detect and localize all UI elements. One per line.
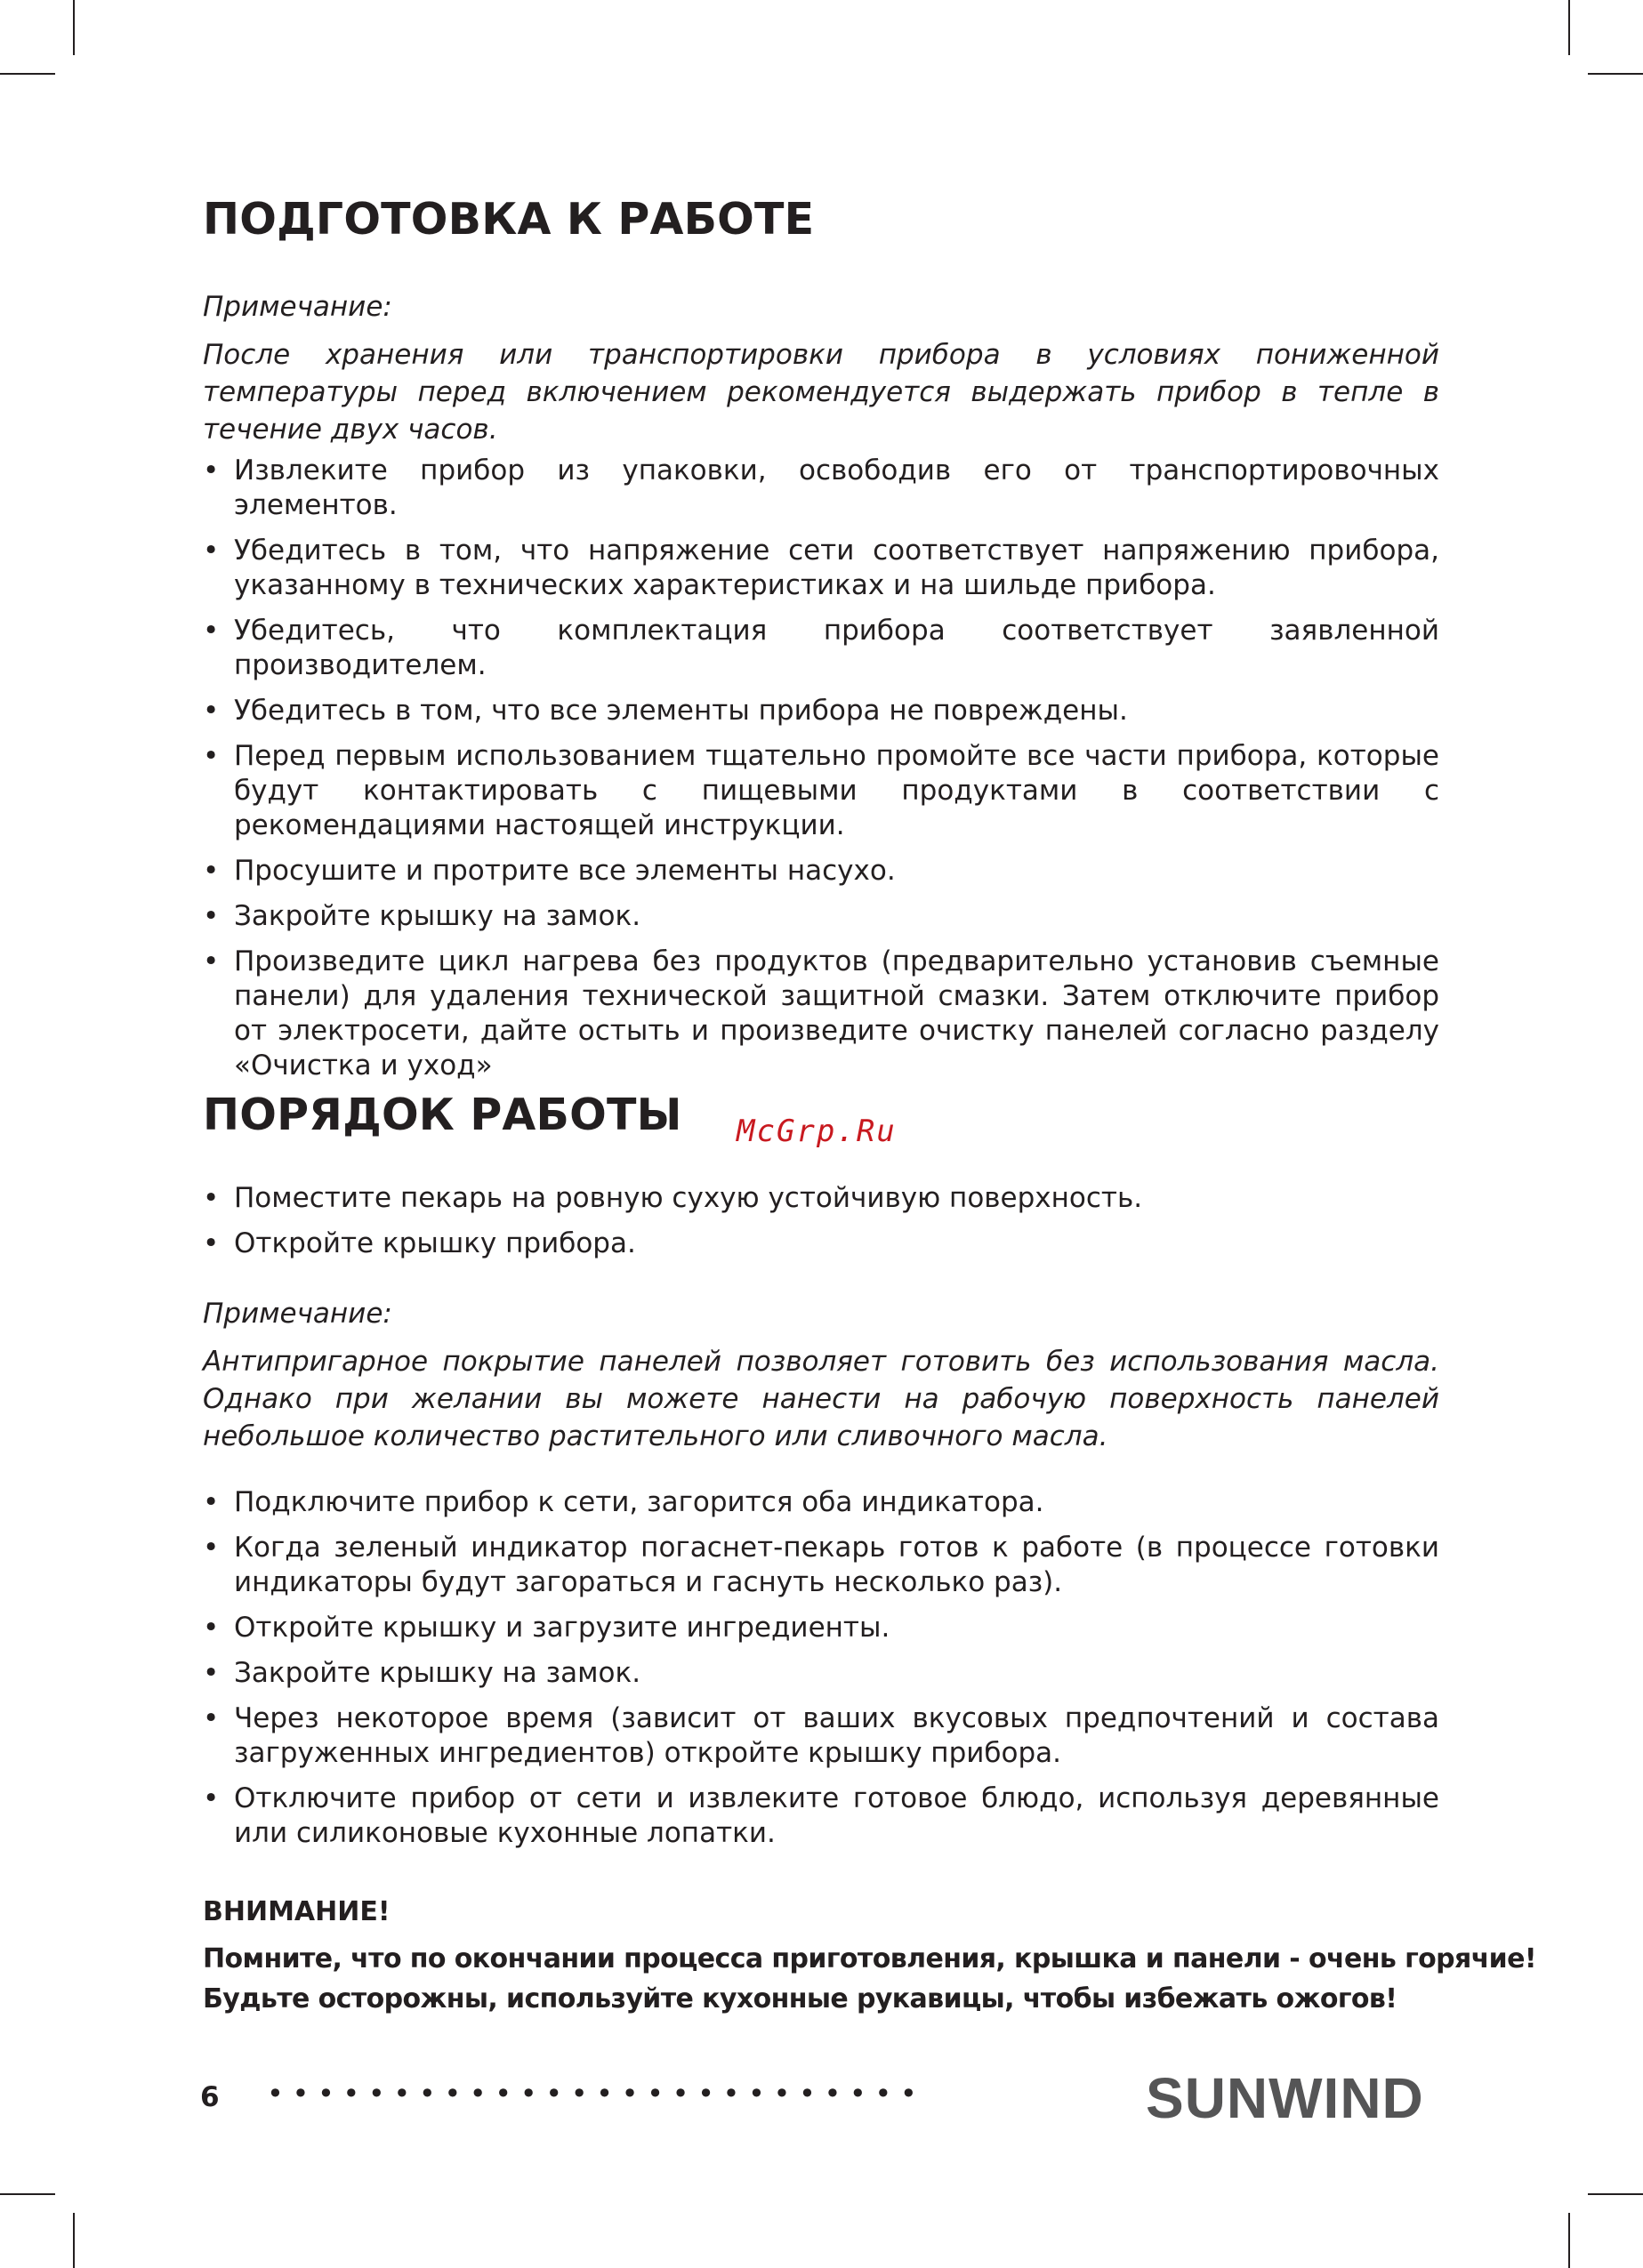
note-text: Антипригарное покрытие панелей позволяет готовить без использования масла. Однако при желании вы можете нанести на рабочую поверхность панелей небольшое количество растительного или сливочного масла. bbox=[203, 1346, 1439, 1452]
list-item: • Перед первым использованием тщательно промойте все части прибора, которые будут контактировать с пищевыми продуктами в соответствии с рекомендациями настоящей инструкции. bbox=[203, 739, 1439, 843]
operation-list-a bbox=[203, 1181, 1439, 1272]
list-item: • Отключите прибор от сети и извлеките готовое блюдо, используя деревянные или силиконовые кухонные лопатки. bbox=[203, 1781, 1439, 1851]
list-item: • Откройте крышку прибора. bbox=[203, 1226, 1439, 1261]
crop-mark bbox=[1568, 0, 1570, 55]
operation-list-b bbox=[203, 1485, 1439, 1862]
preparation-list bbox=[203, 454, 1439, 1094]
footer-dots: •••••••••••••••••••••••••• bbox=[267, 2077, 926, 2111]
crop-mark bbox=[1588, 73, 1643, 75]
warning-line-2: Будьте осторожны, используйте кухонные рукавицы, чтобы избежать ожогов! bbox=[203, 1983, 1397, 2015]
watermark-text: McGrp.Ru bbox=[737, 1114, 897, 1149]
list-item: • Убедитесь, что комплектация прибора соответствует заявленной производителем. bbox=[203, 614, 1439, 683]
crop-mark bbox=[0, 2193, 55, 2195]
crop-mark bbox=[73, 0, 75, 55]
list-item: • Произведите цикл нагрева без продуктов (предварительно установив съемные панели) для удаления технической защитной смазки. Затем отключите прибор от электросети, дайте остыть и произведите очистку панелей согласно разделу «Очистка и уход» bbox=[203, 945, 1439, 1083]
warning-line-1: Помните, что по окончании процесса приготовления, крышка и панели - очень горячие! bbox=[203, 1943, 1536, 1974]
list-item: • Через некоторое время (зависит от ваших вкусовых предпочтений и состава загруженных ингредиентов) откройте крышку прибора. bbox=[203, 1701, 1439, 1771]
list-item: • Извлеките прибор из упаковки, освободив его от транспортировочных элементов. bbox=[203, 454, 1439, 523]
brand-logo: SUNWIND bbox=[1146, 2066, 1424, 2130]
list-item: • Откройте крышку и загрузите ингредиенты. bbox=[203, 1611, 1439, 1645]
page-number: 6 bbox=[200, 2081, 220, 2113]
crop-mark bbox=[1568, 2213, 1570, 2268]
list-item: • Закройте крышку на замок. bbox=[203, 1656, 1439, 1691]
list-item: • Подключите прибор к сети, загорится оба индикатора. bbox=[203, 1485, 1439, 1520]
note-text: После хранения или транспортировки прибора в условиях пониженной температуры перед включением рекомендуется выдержать прибор в тепле в течение двух часов. bbox=[203, 339, 1439, 446]
warning-title: ВНИМАНИЕ! bbox=[203, 1896, 391, 1927]
list-item: • Убедитесь в том, что все элементы прибора не повреждены. bbox=[203, 694, 1439, 728]
note-label: Примечание: bbox=[203, 291, 392, 323]
crop-mark bbox=[0, 73, 55, 75]
list-item: • Просушите и протрите все элементы насухо. bbox=[203, 854, 1439, 889]
section-title-operation: ПОРЯДОК РАБОТЫ bbox=[203, 1090, 682, 1140]
section-title-preparation: ПОДГОТОВКА К РАБОТЕ bbox=[203, 194, 815, 245]
list-item: • Убедитесь в том, что напряжение сети соответствует напряжению прибора, указанному в технических характеристиках и на шильде прибора. bbox=[203, 534, 1439, 603]
crop-mark bbox=[1588, 2193, 1643, 2195]
crop-mark bbox=[73, 2213, 75, 2268]
note-label: Примечание: bbox=[203, 1298, 392, 1330]
list-item: • Закройте крышку на замок. bbox=[203, 899, 1439, 934]
list-item: • Поместите пекарь на ровную сухую устойчивую поверхность. bbox=[203, 1181, 1439, 1216]
list-item: • Когда зеленый индикатор погаснет-пекарь готов к работе (в процессе готовки индикаторы будут загораться и гаснуть несколько раз). bbox=[203, 1531, 1439, 1600]
